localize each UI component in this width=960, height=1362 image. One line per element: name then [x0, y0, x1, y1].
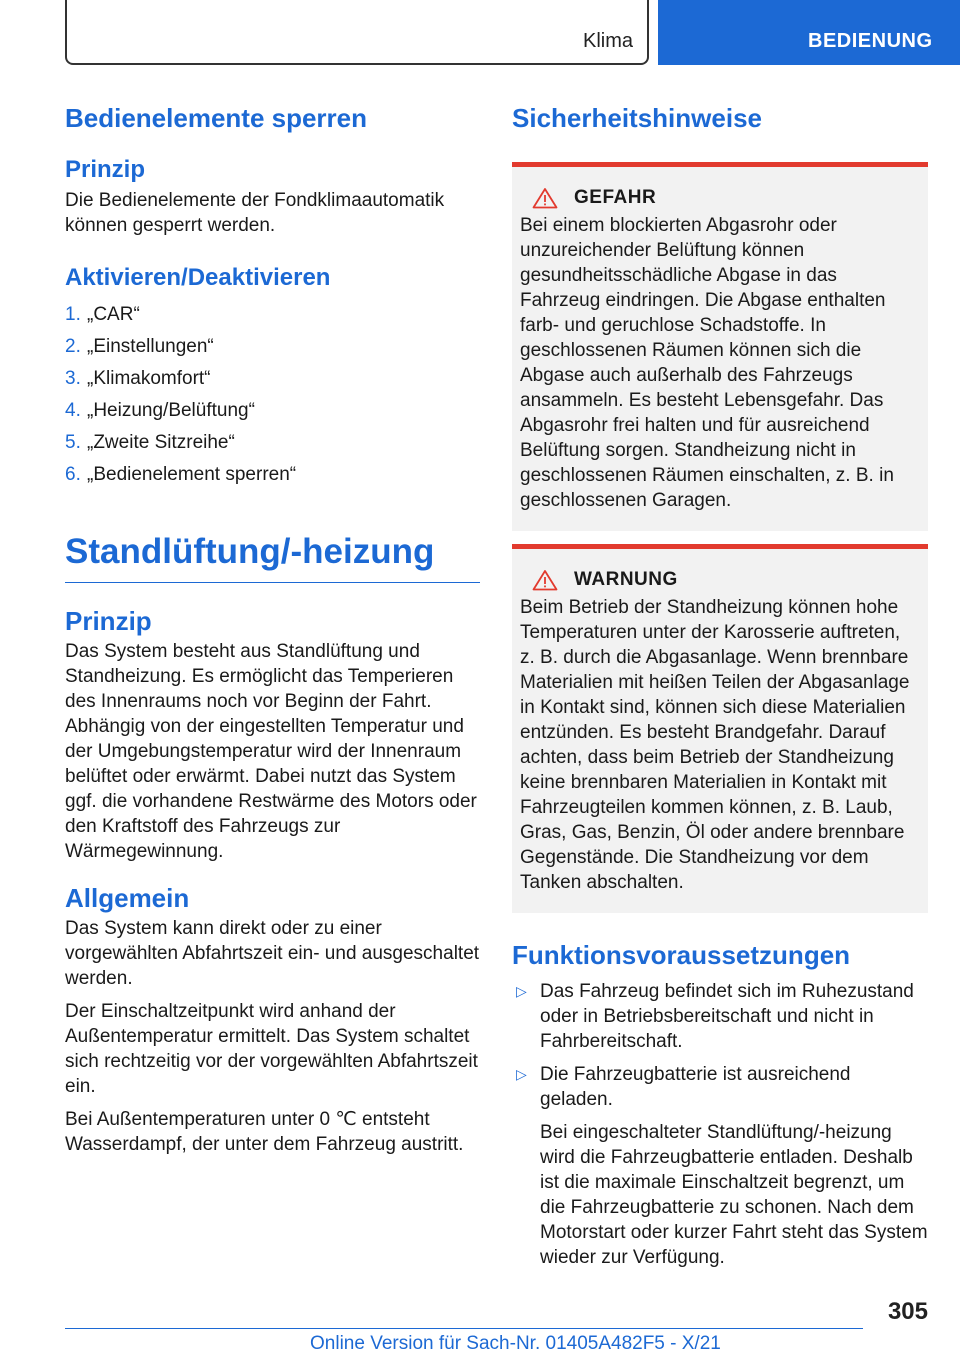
requirement-text: Die Fahrzeugbatterie ist ausreichend geladen. [540, 1064, 851, 1110]
page-number: 305 [887, 1298, 928, 1325]
list-item [65, 366, 480, 398]
step-number: 4. [65, 400, 81, 421]
requirement-note: Bei eingeschalteter Standlüftung/-heizung wird die Fahrzeugbatterie entladen. Deshalb ist die maximale Einschaltzeit begrenzt, um die Fahrzeugbatterie zu schonen. Nach dem Motorstart oder kurzer Fahrt steht das System wieder zur Verfügung. [540, 1122, 928, 1268]
paragraph-allgemein-1: Das System kann direkt oder zu einer vorgewählten Abfahrtszeit ein- und ausgeschaltet werden. [65, 918, 480, 989]
list-item [65, 302, 480, 334]
list-item [65, 398, 480, 430]
heading-allgemein: Allgemein [65, 883, 190, 913]
chapter-label: Klima [582, 30, 633, 52]
heading-standlueftung: Standlüftung/-heizung [65, 528, 480, 583]
chapter-header-box [65, 0, 649, 65]
left-column [65, 100, 480, 1157]
danger-text: Bei einem blockierten Abgasrohr oder unzureichender Belüftung können gesundheitsschädliche Abgase in das Fahrzeug eindringen. Die Abgase enthalten farb- und geruchlose Schadstoffe. In geschlossenen Räumen können sich die Abgase auch außerhalb des Fahrzeugs ansammeln. Es besteht Lebensgefahr. Das Abgasrohr frei halten und für ausreichend Belüftung sorgen. Standheizung nicht in geschlossenen Räumen einschalten, z. B. in geschlossenen Garagen. [520, 215, 894, 511]
step-number: 2. [65, 336, 81, 357]
paragraph-prinzip-2: Das System besteht aus Standlüftung und Standheizung. Es ermöglicht das Temperieren des Innenraums noch vor Beginn der Fahrt. Abhängig von der eingestellten Temperatur und der Umgebungstemperatur wird der Innenraum belüftet oder erwärmt. Dabei nutzt das System ggf. die vorhandene Restwärme des Motors oder den Kraftstoff des Fahrzeugs zur Wärmegewinnung. [65, 641, 477, 862]
step-text: „Bedienelement sperren“ [87, 464, 297, 485]
step-text: „Klimakomfort“ [87, 368, 211, 389]
heading-prinzip-2: Prinzip [65, 606, 152, 636]
footer-divider [65, 1328, 863, 1329]
paragraph-allgemein-3: Bei Außentemperaturen unter 0 ℃ entsteht Wasserdampf, der unter dem Fahrzeug austritt. [65, 1109, 464, 1155]
paragraph-prinzip: Die Bedienelemente der Fondklimaautomatik können gesperrt werden. [65, 190, 445, 236]
requirement-text: Das Fahrzeug befindet sich im Ruhezustand oder in Betriebsbereitschaft und nicht in Fahrbereitschaft. [540, 981, 914, 1052]
step-text: „Heizung/Belüftung“ [87, 400, 255, 421]
list-item [65, 430, 480, 462]
footer-online-version: Online Version für Sach-Nr. 01405A482F5 - X/21 [310, 1333, 721, 1354]
step-number: 1. [65, 304, 81, 325]
step-number: 5. [65, 432, 81, 453]
warning-triangle-icon [532, 187, 558, 209]
heading-prinzip: Prinzip [65, 156, 146, 183]
steps-list [65, 302, 480, 494]
step-number: 3. [65, 368, 81, 389]
danger-box [512, 162, 928, 531]
right-column [512, 100, 928, 1278]
warning-label: WARNUNG [574, 569, 678, 590]
step-text: „Einstellungen“ [87, 336, 214, 357]
danger-header [532, 187, 920, 209]
requirements-list [512, 979, 928, 1270]
list-item [512, 979, 928, 1054]
warning-text: Beim Betrieb der Standheizung können hohe Temperaturen unter der Karosserie auftreten, z. B. durch die Abgasanlage. Wenn brennbare Materialien mit heißen Teilen der Abgasanlage in Kontakt sind, können sich diese Materialien entzünden. Es besteht Brandgefahr. Darauf achten, dass beim Betrieb der Standheizung keine brennbaren Materialien in Kontakt mit Fahrzeugteilen kommen können, z. B. Laub, Gras, Gas, Benzin, Öl oder andere brennbare Gegenstände. Die Standheizung vor dem Tanken abschalten. [520, 597, 910, 893]
paragraph-allgemein-2: Der Einschaltzeitpunkt wird anhand der Außentemperatur ermittelt. Das System schaltet sich rechtzeitig vor der vorgewählten Abfahrtszeit ein. [65, 1001, 478, 1097]
triangle-bullet-icon: ▷ [516, 983, 527, 999]
heading-funktionsvoraussetzungen: Funktionsvoraussetzungen [512, 940, 851, 970]
warning-box [512, 544, 928, 913]
section-tab [658, 0, 960, 65]
step-number: 6. [65, 464, 81, 485]
triangle-bullet-icon: ▷ [516, 1066, 527, 1082]
step-text: „CAR“ [87, 304, 140, 325]
step-text: „Zweite Sitzreihe“ [87, 432, 235, 453]
danger-label: GEFAHR [574, 187, 657, 208]
heading-sicherheitshinweise: Sicherheitshinweise [512, 103, 762, 133]
list-item [65, 462, 480, 494]
list-item [65, 334, 480, 366]
heading-bedienelemente-sperren: Bedienelemente sperren [65, 103, 368, 133]
warning-header [532, 569, 920, 591]
heading-aktivieren: Aktivieren/Deaktivieren [65, 264, 331, 291]
warning-triangle-icon [532, 569, 558, 591]
section-label: BEDIENUNG [808, 30, 933, 52]
list-item [512, 1062, 928, 1270]
